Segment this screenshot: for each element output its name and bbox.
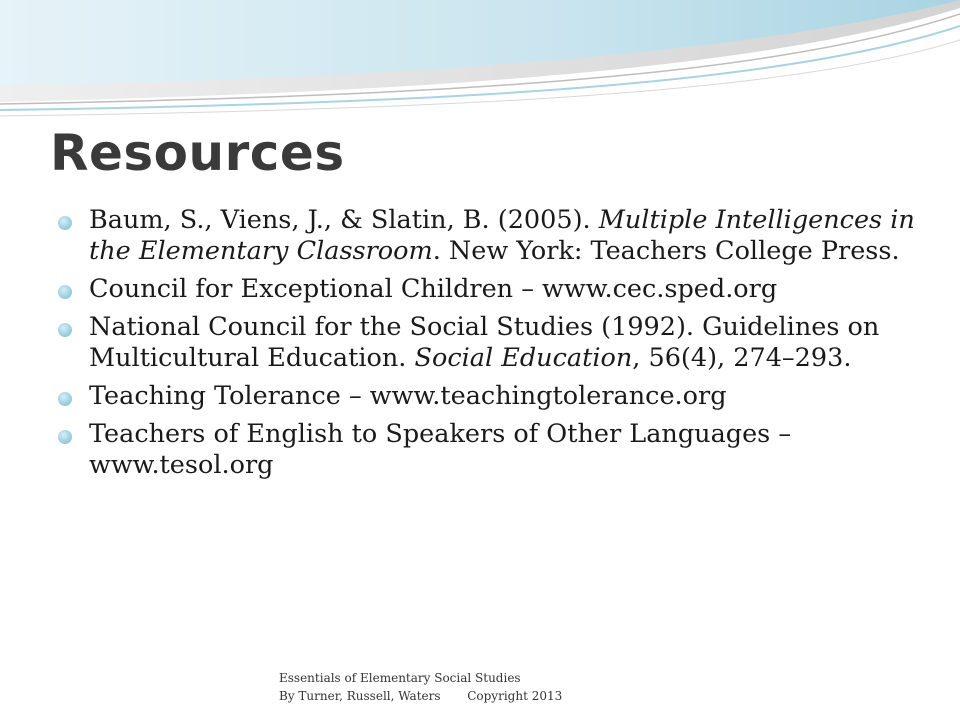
footer-credits bbox=[279, 687, 609, 705]
resource-text: National Council for the Social Studies (1992). Guidelines on Multicultural Education. bbox=[89, 312, 880, 373]
resource-text: Teachers of English to Speakers of Other Languages – www.tesol.org bbox=[89, 419, 792, 480]
footer-copyright: Copyright 2013 bbox=[467, 689, 563, 703]
resource-text: Baum, S., Viens, J., & Slatin, B. (2005). bbox=[89, 205, 599, 235]
bullet-dot-icon bbox=[58, 285, 72, 299]
resource-text: Council for Exceptional Children – www.cec.sped.org bbox=[89, 274, 778, 304]
resource-item-tesol bbox=[58, 419, 918, 481]
resource-text: , 56(4), 274–293. bbox=[632, 343, 852, 373]
slide-title: Resources bbox=[50, 124, 345, 182]
header-swoosh-decoration bbox=[0, 0, 960, 130]
slide-footer bbox=[279, 669, 609, 705]
bullet-dot-icon bbox=[58, 430, 72, 444]
bullet-dot-icon bbox=[58, 392, 72, 406]
bullet-dot-icon bbox=[58, 323, 72, 337]
resource-item-cec bbox=[58, 274, 918, 305]
book-title: Multiple Intelligences in the Elementary Classroom bbox=[89, 205, 915, 266]
footer-authors: By Turner, Russell, Waters bbox=[279, 689, 441, 703]
footer-book-title: Essentials of Elementary Social Studies bbox=[279, 671, 521, 685]
resource-text: . New York: Teachers College Press. bbox=[432, 236, 900, 266]
resource-item-ncss bbox=[58, 312, 918, 374]
resource-item-baum bbox=[58, 205, 918, 267]
bullet-dot-icon bbox=[58, 216, 72, 230]
resource-list bbox=[58, 205, 918, 488]
resource-item-teaching-tolerance bbox=[58, 381, 918, 412]
resource-text: Teaching Tolerance – www.teachingtolerance.org bbox=[89, 381, 727, 411]
journal-title: Social Education bbox=[414, 343, 633, 373]
